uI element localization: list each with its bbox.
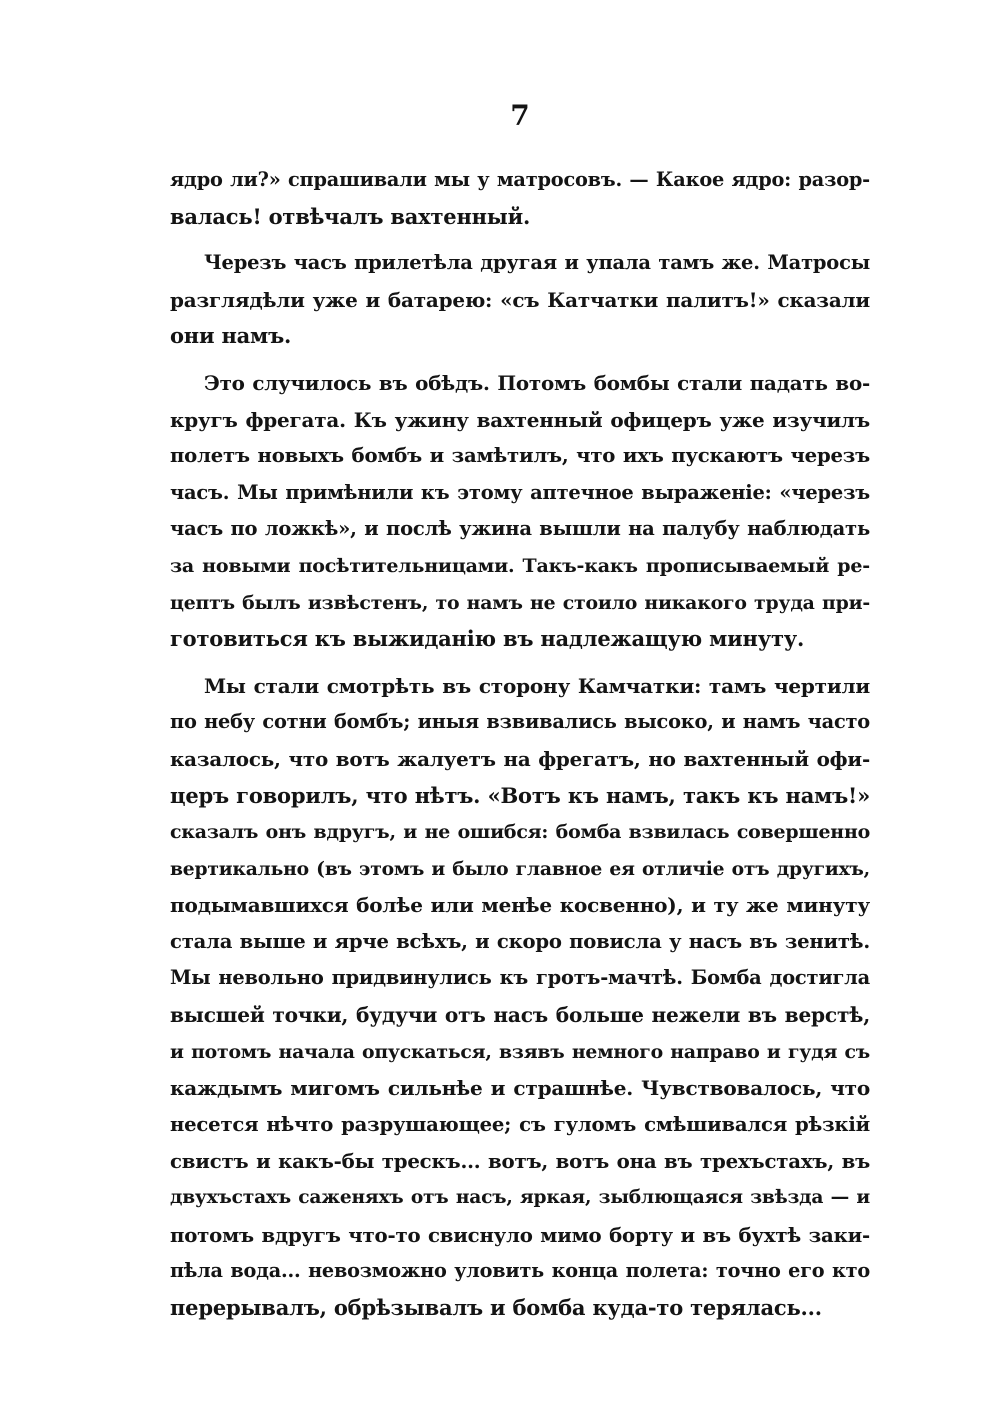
- text-line: перерывалъ, обрѣзывалъ и бомба куда-то терялась...: [170, 1294, 822, 1320]
- paragraph-gap: [170, 235, 870, 245]
- text-line: потомъ вдругъ что-то свиснуло мимо борту и въ бухтѣ заки-: [170, 1222, 870, 1247]
- paragraph: [170, 245, 870, 355]
- text-line: валась! отвѣчалъ вахтенный.: [170, 203, 531, 229]
- text-line: они намъ.: [170, 323, 292, 349]
- paragraph-gap: [170, 355, 870, 365]
- text-line: Это случилось въ обѣдъ. Потомъ бомбы стали падать во-: [204, 370, 870, 395]
- text-line: Мы невольно придвинулись къ гротъ-мачтѣ. Бомба достигла: [170, 966, 870, 990]
- paragraph: [170, 365, 870, 658]
- text-line: подымавшихся болѣе или менѣе косвенно), и ту же минуту: [170, 893, 870, 918]
- text-line: кругъ фрегата. Къ ужину вахтенный офицеръ уже изучилъ: [170, 407, 870, 432]
- text-line: пѣла вода... невозможно уловить конца полета: точно его кто: [170, 1259, 870, 1283]
- text-line: часъ. Мы примѣнили къ этому аптечное выраженіе: «черезъ: [170, 480, 870, 504]
- text-line: высшей точки, будучи отъ насъ больше нежели въ верстѣ,: [170, 1003, 870, 1028]
- text-line: стала выше и ярче всѣхъ, и скоро повисла у насъ въ зенитѣ.: [170, 929, 870, 953]
- page-number: 7: [510, 99, 530, 132]
- text-line: двухъстахъ саженяхъ отъ насъ, яркая, зыблющаяся звѣзда — и: [170, 1187, 870, 1209]
- body-text: [170, 162, 870, 1326]
- text-line: и потомъ начала опускаться, взявъ немного направо и гудя съ: [170, 1040, 870, 1063]
- text-line: церъ говорилъ, что нѣтъ. «Вотъ къ намъ, такъ къ намъ!»: [170, 782, 870, 808]
- text-line: сказалъ онъ вдругъ, и не ошибся: бомба взвилась совершенно: [170, 821, 870, 844]
- text-line: часъ по ложкѣ», и послѣ ужина вышли на палубу наблюдать: [170, 517, 870, 541]
- paragraph: [170, 162, 870, 235]
- text-line: Черезъ часъ прилетѣла другая и упала тамъ же. Матросы: [204, 251, 870, 275]
- text-line: каждымъ мигомъ сильнѣе и страшнѣе. Чувствовалось, что: [170, 1076, 870, 1101]
- paragraph-gap: [170, 658, 870, 668]
- text-line: казалось, что вотъ жалуетъ на фрегатъ, но вахтенный офи-: [170, 746, 870, 771]
- text-line: готовиться къ выжиданію въ надлежащую минуту.: [170, 626, 805, 652]
- text-line: за новыми посѣтительницами. Такъ-какъ прописываемый ре-: [170, 554, 870, 577]
- text-line: свистъ и какъ-бы трескъ... вотъ, вотъ она въ трехъстахъ, въ: [170, 1149, 870, 1174]
- text-line: по небу сотни бомбъ; иныя взвивались высоко, и намъ часто: [170, 710, 870, 734]
- text-line: несется нѣчто разрушающее; съ гуломъ смѣшивался рѣзкій: [170, 1112, 870, 1136]
- text-line: полетъ новыхъ бомбъ и замѣтилъ, что ихъ пускаютъ черезъ: [170, 444, 870, 468]
- text-line: цептъ былъ извѣстенъ, то намъ не стоило никакого труда при-: [170, 591, 870, 614]
- text-line: ядро ли?» спрашивали мы у матросовъ. — Какое ядро: разор-: [170, 168, 870, 191]
- text-line: вертикально (въ этомъ и было главное ея отличіе отъ другихъ,: [170, 857, 870, 880]
- paragraph: [170, 668, 870, 1327]
- text-line: разглядѣли уже и батарею: «съ Катчатки палитъ!» сказали: [170, 287, 870, 312]
- text-line: Мы стали смотрѣть въ сторону Камчатки: тамъ чертили: [204, 673, 870, 698]
